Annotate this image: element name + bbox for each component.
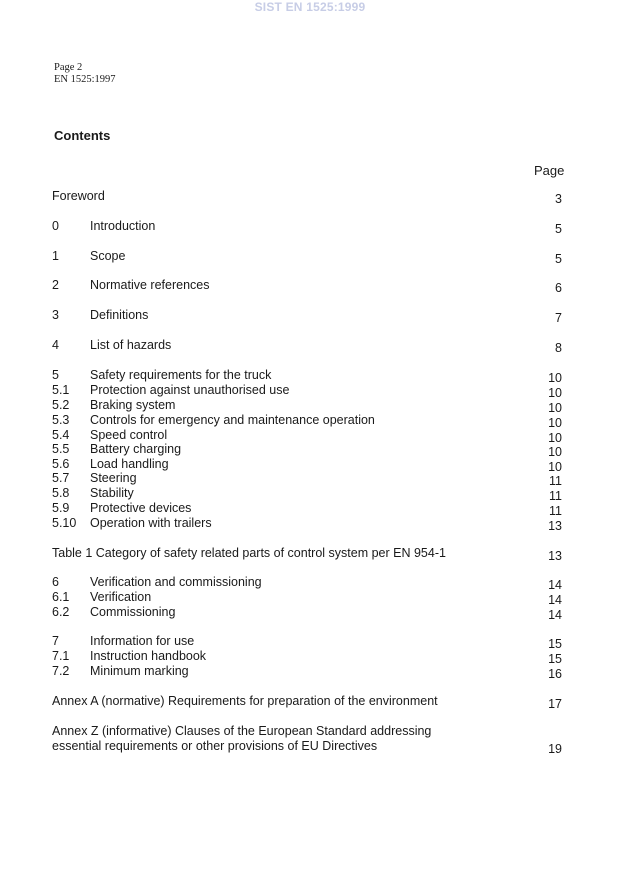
page-header: [54, 62, 116, 86]
toc-entry-title: Information for use: [90, 634, 195, 648]
toc-entry[interactable]: [0, 219, 620, 234]
toc-entry-page: 11: [549, 489, 562, 503]
toc-entry[interactable]: [0, 575, 620, 590]
toc-entry-page: 16: [548, 667, 562, 681]
toc-entry-number: 0: [52, 219, 59, 233]
toc-entry-page: 5: [555, 222, 562, 236]
toc-entry-title: Verification: [90, 590, 152, 604]
toc-entry-title: Controls for emergency and maintenance operation: [90, 413, 375, 427]
toc-entry[interactable]: [0, 501, 620, 516]
toc-entry-title: Load handling: [90, 457, 169, 471]
toc-entry-title: Speed control: [90, 428, 168, 442]
toc-entry-page: 10: [548, 386, 562, 400]
toc-entry-title: Safety requirements for the truck: [90, 368, 272, 382]
toc-entry-page: 14: [548, 593, 562, 607]
toc-entry-page: 10: [548, 460, 562, 474]
toc-entry-page: 14: [548, 578, 562, 592]
toc-entry-title: Verification and commissioning: [90, 575, 262, 589]
toc-entry-page: 13: [548, 519, 562, 533]
toc-entry-number: 5.5: [52, 442, 70, 456]
toc-entry-page: 14: [548, 608, 562, 622]
toc-entry-page: 3: [555, 192, 562, 206]
toc-entry[interactable]: [0, 442, 620, 457]
toc-entry-number: 6.1: [52, 590, 70, 604]
toc-entry-number: 5.6: [52, 457, 70, 471]
page-number-label: Page 2: [54, 62, 83, 73]
toc-entry[interactable]: [0, 413, 620, 428]
toc-entry-number: 3: [52, 308, 59, 322]
toc-entry-title: Foreword: [52, 189, 105, 203]
toc-entry[interactable]: [0, 308, 620, 323]
toc-entry[interactable]: [0, 338, 620, 353]
toc-entry-number: 5.4: [52, 428, 70, 442]
document-id: EN 1525:1997: [54, 74, 116, 85]
toc-entry[interactable]: [0, 486, 620, 501]
toc-entry-title: Operation with trailers: [90, 516, 212, 530]
toc-entry-page: 10: [548, 371, 562, 385]
toc-entry-number: 4: [52, 338, 59, 352]
toc-entry-number: 7.1: [52, 649, 70, 663]
toc-entry[interactable]: [0, 278, 620, 293]
toc-entry-number: 6.2: [52, 605, 70, 619]
toc-entry[interactable]: [0, 189, 620, 204]
toc-entry[interactable]: [0, 516, 620, 531]
toc-entry-number: 5.9: [52, 501, 70, 515]
toc-entry[interactable]: [0, 694, 620, 709]
toc-entry-number: 5.8: [52, 486, 70, 500]
toc-entry-number: 2: [52, 278, 59, 292]
toc-entry[interactable]: [0, 249, 620, 264]
toc-entry-page: 7: [555, 311, 562, 325]
toc-entry-page: 5: [555, 252, 562, 266]
toc-entry-page: 6: [555, 281, 562, 295]
toc-entry-page: 17: [548, 697, 562, 711]
toc-entry-number: 5.7: [52, 471, 70, 485]
toc-entry-title: List of hazards: [90, 338, 172, 352]
toc-entry-title: Battery charging: [90, 442, 182, 456]
toc-entry-title: Scope: [90, 249, 126, 263]
toc-entry[interactable]: [0, 368, 620, 383]
toc-entry-number: 5.10: [52, 516, 77, 530]
toc-entry-title: Protective devices: [90, 501, 192, 515]
toc-entry-page: 15: [548, 652, 562, 666]
toc-entry-page: 10: [548, 445, 562, 459]
toc-entry[interactable]: [0, 546, 620, 561]
toc-entry-title: Instruction handbook: [90, 649, 207, 663]
toc-entry[interactable]: [0, 634, 620, 649]
toc-entry[interactable]: [0, 724, 620, 739]
toc-entry-page: 10: [548, 431, 562, 445]
toc-entry-number: 1: [52, 249, 59, 263]
toc-entry-title: Commissioning: [90, 605, 176, 619]
toc-entry-page: 13: [548, 549, 562, 563]
toc-entry[interactable]: [0, 590, 620, 605]
toc-entry-title: Definitions: [90, 308, 149, 322]
toc-entry-title: Annex A (normative) Requirements for preparation of the environment: [52, 694, 438, 708]
toc-entry-number: 5.1: [52, 383, 70, 397]
toc-entry[interactable]: [0, 605, 620, 620]
toc-entry-page: 10: [548, 401, 562, 415]
toc-entry-number: 5.2: [52, 398, 70, 412]
toc-entry-title: Normative references: [90, 278, 210, 292]
toc-entry[interactable]: [0, 471, 620, 486]
toc-entry-page: 8: [555, 341, 562, 355]
toc-entry-number: 6: [52, 575, 59, 589]
toc-entry-title: Stability: [90, 486, 134, 500]
toc-entry-title: Minimum marking: [90, 664, 189, 678]
toc-entry-page: 11: [549, 474, 562, 488]
toc-entry[interactable]: [0, 428, 620, 443]
toc-entry[interactable]: [0, 664, 620, 679]
toc-entry-title: Protection against unauthorised use: [90, 383, 290, 397]
toc-entry-page: 10: [548, 416, 562, 430]
toc-entry[interactable]: [0, 398, 620, 413]
toc-entry[interactable]: [0, 739, 620, 754]
toc-entry[interactable]: [0, 457, 620, 472]
toc-entry-title: essential requirements or other provisions of EU Directives: [52, 739, 378, 753]
page-column-label: Page: [534, 163, 565, 178]
watermark-text: SIST EN 1525:1999: [254, 0, 366, 14]
toc-entry-page: 11: [549, 504, 562, 518]
toc-entry[interactable]: [0, 649, 620, 664]
toc-entry-page: 15: [548, 637, 562, 651]
toc-entry-title: Table 1 Category of safety related parts of control system per EN 954-1: [52, 546, 446, 560]
toc-entry-title: Introduction: [90, 219, 156, 233]
toc-entry-page: 19: [548, 742, 562, 756]
contents-heading: Contents: [54, 128, 111, 143]
toc-entry-number: 5: [52, 368, 59, 382]
toc-entry-number: 5.3: [52, 413, 70, 427]
toc-entry-title: Steering: [90, 471, 137, 485]
toc-entry-title: Braking system: [90, 398, 176, 412]
toc-entry-number: 7.2: [52, 664, 70, 678]
toc-entry-number: 7: [52, 634, 59, 648]
toc-entry[interactable]: [0, 383, 620, 398]
toc-entry-title: Annex Z (informative) Clauses of the European Standard addressing: [52, 724, 432, 738]
